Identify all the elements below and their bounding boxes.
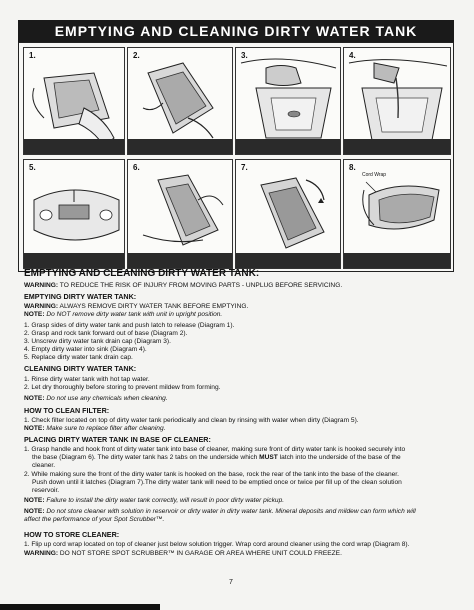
diagram-6-number: 6. (133, 163, 140, 172)
list-item-continued (32, 454, 401, 462)
diagram-8 (343, 159, 451, 269)
diagram-3-caption-bar (236, 139, 340, 154)
list-item: 3. Unscrew dirty water tank drain cap (Diagram 3). (24, 338, 171, 345)
sec1-note-text: Do NOT remove dirty water tank with unit in upright position. (46, 311, 223, 318)
diagram-7-number: 7. (241, 163, 248, 172)
diagram-5-caption-bar (24, 253, 124, 268)
section-store-warning (24, 550, 342, 558)
diagram-6-caption-bar (128, 253, 232, 268)
list-item: 5. Replace dirty water tank drain cap. (24, 354, 133, 361)
sec1-warning-label: WARNING: (24, 303, 59, 310)
section-cleaning-heading: CLEANING DIRTY WATER TANK: (24, 364, 137, 373)
diagram-5 (23, 159, 125, 269)
list-item: 4. Empty dirty water into sink (Diagram 4). (24, 346, 147, 353)
list-item: 2. While making sure the front of the dirty water tank is hooked on the base, rock the rear of the tank into the base of the cleaner. (24, 471, 399, 478)
diagram-7 (235, 159, 341, 269)
section-placing-note-2-continued: affect the performance of your Spot Scrubber™. (24, 516, 165, 523)
list-item: 1. Flip up cord wrap located on top of cleaner just below solution trigger. Wrap cord around cleaner using the cord wrap (Diagram 8). (24, 541, 410, 548)
list-item-continued: reservoir. (32, 487, 60, 494)
section-store-heading: HOW TO STORE CLEANER: (24, 530, 120, 539)
section-placing-note-2 (24, 508, 416, 516)
list-item-continued: cleaner. (32, 462, 56, 469)
sec4-note1-text: Failure to install the dirty water tank correctly, will result in poor dirty water pickup. (46, 497, 285, 504)
sec4-note1-label: NOTE: (24, 497, 45, 504)
diagram-7-caption-bar (236, 253, 340, 268)
section-filter-note (24, 425, 165, 433)
sec4-step1-text: the base (Diagram 6). The dirty water tank has 2 tabs on the underside which (32, 454, 258, 461)
diagram-3 (235, 47, 341, 155)
sec2-note-text: Do not use any chemicals when cleaning. (46, 395, 168, 402)
sec3-note-text: Make sure to replace filter after cleaning. (46, 425, 166, 432)
list-item: 1. Grasp handle and hook front of dirty water tank into base of cleaner, making sure front of dirty water tank is hooked securely into (24, 446, 406, 453)
section-filter-heading: HOW TO CLEAN FILTER: (24, 406, 110, 415)
main-heading: EMPTYING AND CLEANING DIRTY WATER TANK: (24, 268, 260, 279)
sec4-step1-text-end: latch into the underside of the base of the (279, 454, 401, 461)
section-placing-note-1 (24, 497, 284, 505)
list-item: 1. Check filter located on top of dirty water tank periodically and clean by rinsing with water when dirty (Diagram 5). (24, 417, 359, 424)
diagram-1 (23, 47, 125, 155)
sec1-warning-text: ALWAYS REMOVE DIRTY WATER TANK BEFORE EMPTYING. (59, 303, 249, 310)
sec5-warning-label: WARNING: (24, 550, 59, 557)
diagram-6 (127, 159, 233, 269)
diagram-1-caption-bar (24, 139, 124, 154)
sec2-note-label: NOTE: (24, 395, 45, 402)
diagram-4-caption-bar (344, 139, 450, 154)
diagram-3-number: 3. (241, 51, 248, 60)
list-item-continued: Push down until it latches (Diagram 7).The dirty water tank will need to be emptied once or twice per fill up of the clean solution (32, 479, 402, 486)
cord-wrap-label: Cord Wrap (362, 172, 387, 178)
diagram-1-number: 1. (29, 51, 36, 60)
sec5-warning-text: DO NOT STORE SPOT SCRUBBER™ IN GARAGE OR AREA WHERE UNIT COULD FREEZE. (59, 550, 342, 557)
sec3-note-label: NOTE: (24, 425, 45, 432)
warning-line (24, 282, 342, 290)
diagram-2 (127, 47, 233, 155)
section-cleaning-note (24, 395, 168, 403)
page-number: 7 (229, 579, 233, 586)
list-item: 1. Grasp sides of dirty water tank and push latch to release (Diagram 1). (24, 322, 235, 329)
diagram-frame (18, 42, 454, 272)
bottom-edge-bar (0, 604, 160, 610)
diagram-4-number: 4. (349, 51, 356, 60)
sec1-note-label: NOTE: (24, 311, 45, 318)
diagram-8-caption-bar (344, 253, 450, 268)
sec4-note2-label: NOTE: (24, 508, 45, 515)
diagram-2-caption-bar (128, 139, 232, 154)
section-emptying-warning (24, 303, 248, 311)
section-placing-heading: PLACING DIRTY WATER TANK IN BASE OF CLEANER: (24, 435, 211, 444)
section-emptying-heading: EMPTYING DIRTY WATER TANK: (24, 292, 137, 301)
diagram-2-number: 2. (133, 51, 140, 60)
list-item: 2. Grasp and rock tank forward out of base (Diagram 2). (24, 330, 188, 337)
diagram-5-number: 5. (29, 163, 36, 172)
sec4-step1-emphasis: MUST (259, 454, 278, 461)
diagram-4 (343, 47, 451, 155)
list-item: 1. Rinse dirty water tank with hot tap water. (24, 376, 150, 383)
diagram-8-number: 8. (349, 163, 356, 172)
section-banner-title: EMPTYING AND CLEANING DIRTY WATER TANK (18, 20, 454, 42)
warning-text: TO REDUCE THE RISK OF INJURY FROM MOVING PARTS - UNPLUG BEFORE SERVICING. (59, 282, 343, 289)
section-emptying-note (24, 311, 222, 319)
list-item: 2. Let dry thoroughly before storing to prevent mildew from forming. (24, 384, 221, 391)
warning-label: WARNING: (24, 282, 59, 289)
sec4-note2-text: Do not store cleaner with solution in reservoir or dirty water in dirty water tank. Mineral deposits and mildew can form which will (46, 508, 416, 515)
